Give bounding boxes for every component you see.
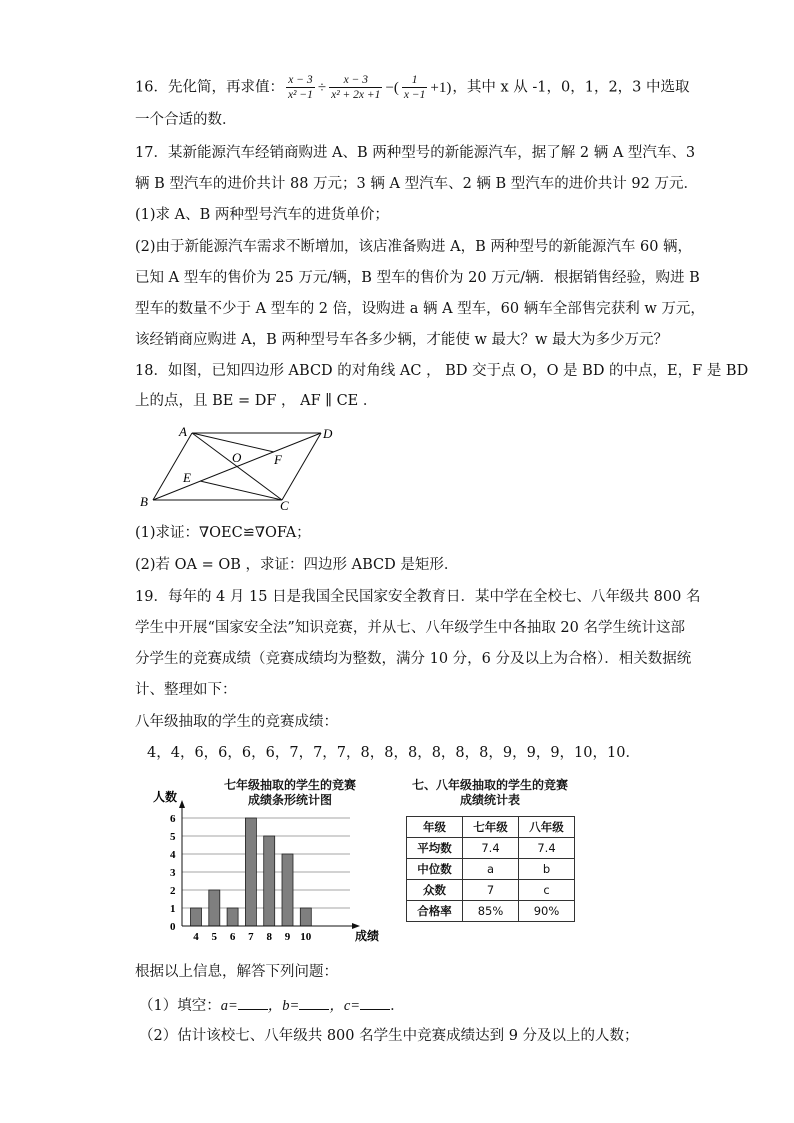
y-tick-label: 0: [170, 921, 176, 933]
y-tick-label: 4: [170, 849, 176, 861]
row-label-median: 中位数: [407, 859, 463, 880]
label-A: A: [179, 424, 187, 439]
q18-line1: 18．如图，已知四边形 ABCD 的对角线 AC ， BD 交于点 O，O 是 BD 的中点，E，F 是 BD: [135, 363, 749, 379]
table-row: [407, 859, 575, 880]
parallelogram-figure: [135, 420, 355, 515]
q19-line4: 计、整理如下：: [135, 682, 237, 698]
label-E: E: [183, 470, 191, 485]
y-tick-label: 5: [170, 831, 176, 843]
q17-part2-line2: 已知 A 型车的售价为 25 万元/辆，B 型车的售价为 20 万元/辆．根据销售经验，购进 B: [135, 270, 700, 286]
q19-line1: 19．每年的 4 月 15 日是我国全民国家安全教育日．某中学在全校七、八年级共 800 名: [135, 589, 701, 605]
table-title: [400, 778, 580, 808]
table-title-line2: 成绩统计表: [459, 793, 520, 807]
q19-line3: 分学生的竞赛成绩（竞赛成绩均为整数，满分 10 分，6 分及以上为合格）．相关数据统: [135, 651, 692, 667]
q17-part1: (1)求 A、B 两种型号汽车的进货单价；: [135, 207, 389, 223]
edge-AB: [153, 433, 192, 500]
label-D: D: [323, 426, 333, 441]
table-header-row: [407, 817, 575, 838]
blank-c[interactable]: [360, 995, 390, 1010]
fraction-3: [402, 73, 428, 102]
q18-line2: 上的点，且 BE = DF ， AF ∥ CE ．: [135, 393, 378, 409]
x-tick-label: 5: [211, 931, 218, 943]
q16-line2: 一个合适的数．: [135, 112, 237, 128]
q17-part2-line1: (2)由于新能源汽车需求不断增加，该店准备购进 A，B 两种型号的新能源汽车 60 辆，: [135, 239, 693, 255]
table-row: [407, 901, 575, 922]
y-tick-label: 6: [170, 813, 176, 825]
bar-7: [245, 818, 256, 926]
sub1-prefix: （1）填空：: [139, 998, 221, 1014]
cell-pass-7: 85%: [463, 901, 519, 922]
x-axis-label: 成绩: [355, 929, 380, 943]
sub1-end: ．: [390, 998, 405, 1014]
blank-b[interactable]: [299, 995, 329, 1010]
cell-median-7: a: [463, 859, 519, 880]
x-tick-label: 4: [193, 931, 199, 943]
x-tick-label: 9: [284, 931, 291, 943]
bar-9: [282, 854, 293, 926]
header-grade: 年级: [407, 817, 463, 838]
x-tick-label: 7: [248, 931, 254, 943]
cell-mode-7: 7: [463, 880, 519, 901]
bar-4: [191, 908, 202, 926]
table-title-line1: 七、八年级抽取的学生的竞赛: [411, 778, 568, 792]
fraction-2-denominator: x² + 2x +1: [331, 89, 381, 101]
header-grade7: 七年级: [463, 817, 519, 838]
divide-sign: ÷: [317, 79, 327, 96]
q19-after: 根据以上信息，解答下列问题：: [135, 964, 338, 980]
fraction-1-denominator: x² −1: [287, 89, 313, 101]
fraction-1-numerator: x − 3: [286, 73, 315, 88]
bar-8: [264, 836, 275, 926]
blank-a[interactable]: [238, 995, 268, 1010]
label-C: C: [280, 498, 289, 513]
table-row: [407, 838, 575, 859]
fraction-3-numerator: 1: [402, 73, 428, 88]
blank-b-label: ，b=: [267, 998, 300, 1014]
y-tick-label: 2: [170, 885, 176, 897]
q19-scores: 4，4，6，6，6，6，7，7，7，8，8，8，8，8，8，9，9，9，10，10．: [147, 745, 640, 761]
fraction-3-denominator: x −1: [403, 89, 426, 101]
q18-part2: (2)若 OA = OB ，求证：四边形 ABCD 是矩形．: [135, 557, 459, 573]
fraction-1: [286, 73, 315, 102]
blank-c-label: ，c=: [329, 998, 361, 1014]
q17-part2-line3: 型车的数量不少于 A 型车的 2 倍，设购进 a 辆 A 型车，60 辆车全部售完获利 w 万元，: [135, 301, 705, 317]
x-tick-label: 10: [300, 931, 312, 943]
header-grade8: 八年级: [519, 817, 575, 838]
q17-part2-line4: 该经销商应购进 A，B 两种型号车各多少辆，才能使 w 最大？w 最大为多少万元？: [135, 332, 668, 348]
q16-line1: [135, 73, 690, 102]
q17-line1: 17．某新能源汽车经销商购进 A、B 两种型号的新能源汽车，据了解 2 辆 A 型汽车、3: [135, 145, 696, 161]
y-tick-label: 3: [170, 867, 176, 879]
chart-title-line2: 成绩条形统计图: [247, 793, 332, 807]
q17-line2: 辆 B 型汽车的进价共计 88 万元；3 辆 A 型汽车、2 辆 B 型汽车的进价共计 92 万元．: [135, 176, 698, 192]
x-tick-label: 8: [266, 931, 272, 943]
chart-title-line1: 七年级抽取的学生的竞赛: [223, 778, 356, 792]
bar-10: [300, 908, 311, 926]
blank-a-label: a=: [220, 998, 238, 1014]
label-F: F: [274, 452, 282, 467]
table-row: [407, 880, 575, 901]
row-label-mode: 众数: [407, 880, 463, 901]
fraction-2-numerator: x − 3: [329, 73, 382, 88]
y-axis-label: 人数: [153, 790, 178, 804]
cell-mean-8: 7.4: [519, 838, 575, 859]
q16-prefix: 16．先化简，再求值：: [135, 79, 284, 96]
fraction-2: [329, 73, 382, 102]
plus-one-paren: +1): [430, 79, 452, 96]
x-tick-label: 6: [229, 931, 236, 943]
q18-part1: (1)求证：∇OEC≌∇OFA；: [135, 525, 311, 541]
label-O: O: [232, 450, 242, 465]
q19-sub1: [139, 995, 405, 1015]
cell-pass-8: 90%: [519, 901, 575, 922]
bar-6: [227, 908, 238, 926]
y-axis-arrow: [179, 800, 185, 808]
edge-DC: [282, 433, 321, 500]
row-label-pass-rate: 合格率: [407, 901, 463, 922]
q19-line2: 学生中开展“国家安全法”知识竞赛，并从七、八年级学生中各抽取 20 名学生统计这部: [135, 620, 685, 636]
cell-mode-8: c: [519, 880, 575, 901]
q19-line5: 八年级抽取的学生的竞赛成绩：: [135, 714, 338, 730]
bar-chart: [150, 785, 390, 945]
cell-mean-7: 7.4: [463, 838, 519, 859]
minus-paren: −(: [385, 79, 399, 96]
stats-table: [406, 816, 575, 922]
label-B: B: [140, 494, 148, 509]
cell-median-8: b: [519, 859, 575, 880]
y-tick-label: 1: [170, 903, 176, 915]
q19-sub2: （2）估计该校七、八年级共 800 名学生中竞赛成绩达到 9 分及以上的人数；: [139, 1028, 639, 1044]
bar-5: [209, 890, 220, 926]
row-label-mean: 平均数: [407, 838, 463, 859]
q16-suffix: ，其中 x 从 -1，0，1，2，3 中选取: [452, 79, 690, 96]
